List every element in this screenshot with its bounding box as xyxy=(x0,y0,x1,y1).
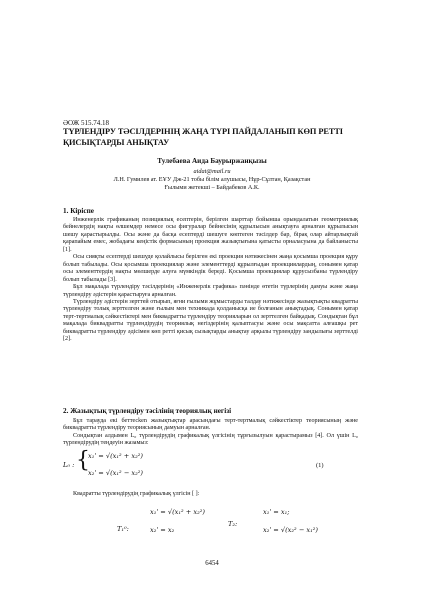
equation-1-line-1: x₁' = √(x₁² + x₂²) xyxy=(88,452,143,460)
section-1-heading: 1. Кіріспе xyxy=(63,207,94,215)
section-2-heading: 2. Жазықтық түрлендіру тәсілінің теориялық негізі xyxy=(63,407,232,415)
paragraph-2: Осы сияқты есептерді шешуде қолайлысы берілген екі проекция нәтижесінен жаңа қосымша проекция құру болып табылады. Осы қосымша проекциялар және элементтерді құрылғыдан проекциялардың, сонымен қатар осы элементтердің нақты мөлшерде алуға мүмкіндік береді. Қосымша проекциялар құрусызбаны түрлендіру болып табылады [3]. xyxy=(63,254,358,283)
section-2-body-cont xyxy=(63,491,358,498)
paragraph-3: Бұл мақалада түрлендіру тәсілдерінің «Инженерлік графика» пәнінде өтетін түрлерінің дамуы және жаңа түрлендіру әдістерін қарастыруға арналған. xyxy=(63,284,358,298)
t1-line-2: x₂' = x₂ xyxy=(150,526,175,534)
udk-code: ӘОЖ 515.74.18 xyxy=(63,119,109,127)
t2-line-2: x₂' = √(x₂² − x₁²) xyxy=(263,526,318,534)
t1-label: T₁⁰: xyxy=(117,525,129,533)
equation-1-label: L₀ : xyxy=(63,461,75,469)
affiliation-line-2: Ғылыми жетекші – Байдабеков А.К. xyxy=(164,184,260,191)
paragraph-6: Сондықтан алдымен L₀ түрлендірудің графикалық үлгісінің тұрғызылуын қарастырамыз [4]. Ол үшін L₀ түрлендірудің теңдеуін жазамыз: xyxy=(63,432,358,447)
affiliation xyxy=(0,176,424,192)
t2-line-1: x₁' = x₁; xyxy=(263,508,290,516)
author-email: aidat@mail.ru xyxy=(193,168,231,175)
equation-1-brace: { xyxy=(76,448,90,473)
equation-1-number: (1) xyxy=(316,462,324,469)
paragraph-7: Квадратты түрлендірудің графикалық үлгісін [ ]: xyxy=(73,491,200,497)
paragraph-4: Түрлендіру әдістерін зерттей отырып, яғни ғылыми жұмыстарды талдау нәтижесінде жазықтықты квадратты түрлендіру толық зерттелген және ғылым мен техникада қолданысқа ие болғанын анықтадық. Сонымен қатар терт-тертмалық сәйкестіктері мен биквадратты түрлендіру теорияларын ол зерттелген байқадық. Сондықтан бұл мақалада биквадратты түрлендірудің теориялық негіздерінің қалыптасуы және осы мақсатта алғашқы рет биквадратты түрлендіру әдісімен көп ретті қисық сызықтарды анықтау арқылы түрлендіру зандылығы зерттелді [2]. xyxy=(63,298,358,343)
page-number: 6454 xyxy=(205,560,219,567)
equation-1-line-2: x₂' = √(x₁² − x₂²) xyxy=(88,469,143,477)
affiliation-line-1: Л.Н. Гумилев ат. ЕҰУ Дж-21 тобы білім алушысы, Нұр-Сұлтан, Қазақстан xyxy=(113,176,311,183)
t1-line-1: x₁' = √(x₁² + x₂²) xyxy=(150,508,205,516)
t2-label: T₂: xyxy=(228,520,238,528)
section-1-body xyxy=(63,217,358,344)
section-2-body xyxy=(63,418,358,448)
paper-title: ТҮРЛЕНДІРУ ТӘСІЛДЕРІНІҢ ЖАҢА ТҮРІ ПАЙДАЛАНЫП КӨП РЕТТІ ҚИСЫҚТАРДЫ АНЫҚТАУ xyxy=(63,127,343,147)
paragraph-5: Бұл тарауда екі беттесken жазықтықтар арасындағы терт-тертмалық сәйкестіктер теориясының және биквадратты түрлендіру теориясының дамуын арналған. xyxy=(63,418,358,432)
author-name: Тулебаева Аида Баурыржанқызы xyxy=(157,157,267,165)
paragraph-1: Инженерлік графиканың позициялық есептерін, берілген шарттар бойынша орындалатын геометриялық бейнелердің нақты өлшемдер немесе осы фигуралар бейнесінің құрылысын анықтауға арналған құрылысын шешу қарастырылды. Осы және да басқа есептерді шешуге көптеген тәсілдер бар, бірақ олар айтарлықтай қарапайым емес, жобадағы кеңістік формасының проекция жазықтығына қатысты орналасуына да байланысты [1]. xyxy=(63,217,358,253)
